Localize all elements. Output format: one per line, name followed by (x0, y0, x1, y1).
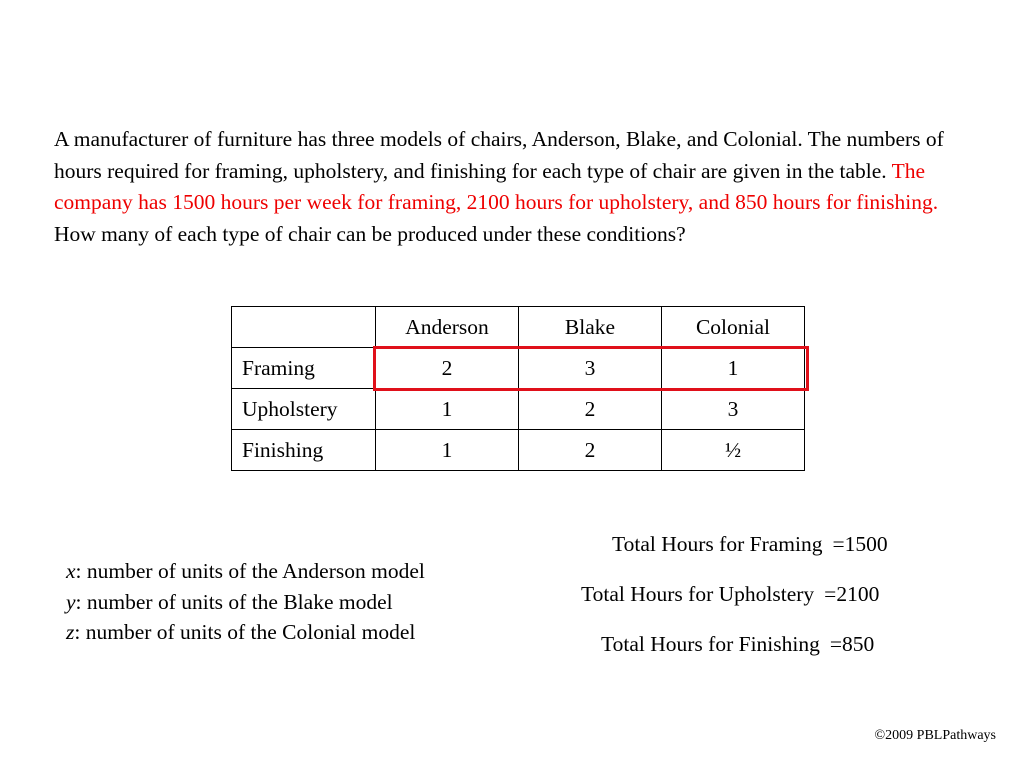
equals-sign: = (824, 582, 837, 606)
problem-statement (54, 124, 974, 250)
total-finishing (601, 632, 874, 657)
table-row (232, 389, 805, 430)
table-corner-cell (232, 307, 376, 348)
column-header-anderson: Anderson (376, 307, 519, 348)
variable-symbol: x (66, 559, 76, 583)
problem-text-highlight: The company has 1500 hours per week for framing, 2100 hours for upholstery, and 850 hours for finishing. (54, 158, 939, 214)
variable-symbol: z (66, 620, 75, 644)
table-header-row (232, 307, 805, 348)
equals-sign: = (829, 632, 843, 656)
variable-description: : number of units of the Colonial model (74, 620, 416, 644)
total-value: 850 (842, 632, 875, 656)
equals-sign: = (832, 532, 845, 556)
table-cell: 1 (376, 389, 519, 430)
table-cell: 3 (662, 389, 805, 430)
variable-definition-z (66, 617, 425, 648)
variable-description: : number of units of the Anderson model (75, 559, 425, 583)
total-label: Total Hours for Finishing (601, 632, 820, 656)
row-header-upholstery: Upholstery (232, 389, 376, 430)
variable-description: : number of units of the Blake model (75, 589, 393, 614)
total-value: 1500 (844, 532, 888, 556)
column-header-colonial: Colonial (662, 307, 805, 348)
table-row (232, 430, 805, 471)
variable-definition-y (66, 587, 425, 618)
table-cell: 1 (376, 430, 519, 471)
table-cell: 3 (519, 348, 662, 389)
column-header-blake: Blake (519, 307, 662, 348)
copyright-notice: ©2009 PBLPathways (874, 728, 996, 743)
table-row (232, 348, 805, 389)
table-cell: 1 (662, 348, 805, 389)
total-label: Total Hours for Upholstery (581, 582, 815, 606)
problem-text-part2: How many of each type of chair can be produced under these conditions? (54, 221, 686, 246)
total-upholstery (581, 582, 879, 607)
hours-table (231, 306, 805, 471)
total-label: Total Hours for Framing (612, 532, 823, 556)
total-value: 2100 (836, 582, 880, 606)
table-cell: 2 (376, 348, 519, 389)
variable-definitions (66, 556, 425, 648)
total-framing (612, 532, 888, 557)
variable-symbol: y (66, 589, 76, 614)
problem-text-part1: A manufacturer of furniture has three models of chairs, Anderson, Blake, and Colonial. The numbers of hours required for framing, upholstery, and finishing for each type of chair are given in the table. (54, 127, 944, 183)
variable-definition-x (66, 556, 425, 587)
row-header-framing: Framing (232, 348, 376, 389)
row-header-finishing: Finishing (232, 430, 376, 471)
table-cell: 2 (519, 389, 662, 430)
table-cell: ½ (662, 430, 805, 471)
table-cell: 2 (519, 430, 662, 471)
